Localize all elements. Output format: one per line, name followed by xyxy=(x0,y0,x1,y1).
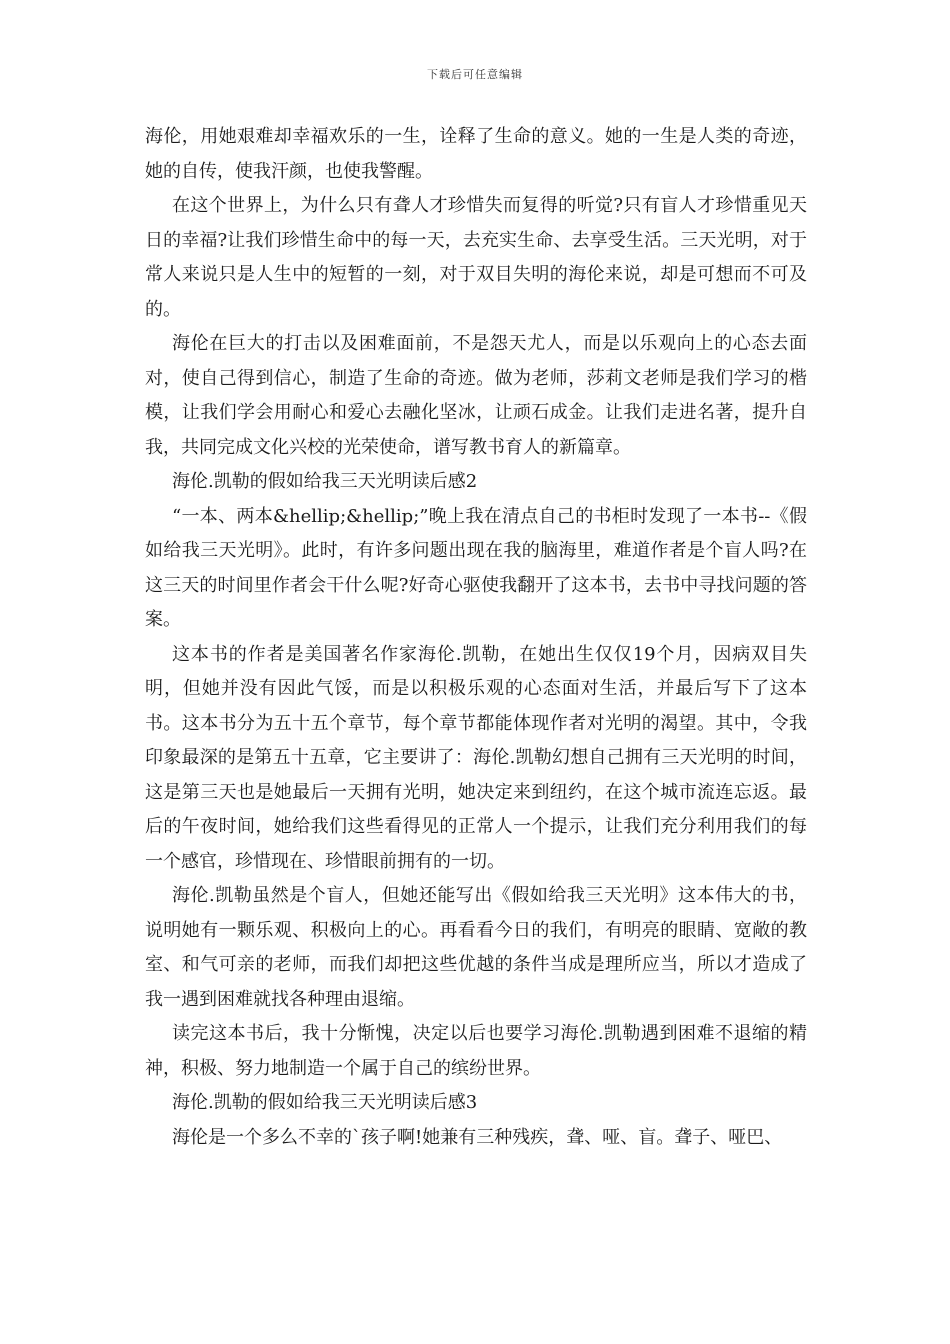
paragraph: 海伦，用她艰难却幸福欢乐的一生，诠释了生命的意义。她的一生是人类的奇迹，她的自传，使我汗颜，也使我警醒。 xyxy=(145,126,807,182)
document-body xyxy=(145,120,807,1155)
section-title: 海伦.凯勒的假如给我三天光明读后感3 xyxy=(172,1092,478,1113)
paragraph: 读完这本书后，我十分惭愧，决定以后也要学习海伦.凯勒遇到困难不退缩的精神，积极、努力地制造一个属于自己的缤纷世界。 xyxy=(145,1023,807,1079)
paragraph: 这本书的作者是美国著名作家海伦.凯勒，在她出生仅仅19个月，因病双目失明，但她并没有因此气馁，而是以积极乐观的心态面对生活，并最后写下了这本书。这本书分为五十五个章节，每个章节都能体现作者对光明的渴望。其中，令我印象最深的是第五十五章，它主要讲了：海伦.凯勒幻想自己拥有三天光明的时间，这是第三天也是她最后一天拥有光明，她决定来到纽约，在这个城市流连忘返。最后的午夜时间，她给我们这些看得见的正常人一个提示，让我们充分利用我们的每一个感官，珍惜现在、珍惜眼前拥有的一切。 xyxy=(145,643,807,872)
page-header: 下载后可任意编辑 xyxy=(427,68,523,81)
paragraph: “一本、两本&hellip;&hellip;”晚上我在清点自己的书柜时发现了一本书--《假如给我三天光明》。此时，有许多问题出现在我的脑海里，难道作者是个盲人吗?在这三天的时间里作者会干什么呢?好奇心驱使我翻开了这本书，去书中寻找问题的答案。 xyxy=(145,505,807,630)
section-title: 海伦.凯勒的假如给我三天光明读后感2 xyxy=(172,471,478,492)
paragraph: 海伦是一个多么不幸的`孩子啊!她兼有三种残疾，聋、哑、盲。聋子、哑巴、 xyxy=(172,1126,783,1148)
paragraph: 在这个世界上，为什么只有聋人才珍惜失而复得的听觉?只有盲人才珍惜重见天日的幸福?让我们珍惜生命中的每一天，去充实生命、去享受生活。三天光明，对于常人来说只是人生中的短暂的一刻，对于双目失明的海伦来说，却是可想而不可及的。 xyxy=(145,195,807,320)
paragraph: 海伦在巨大的打击以及困难面前，不是怨天尤人，而是以乐观向上的心态去面对，使自己得到信心，制造了生命的奇迹。做为老师，莎莉文老师是我们学习的楷模，让我们学会用耐心和爱心去融化坚冰，让顽石成金。让我们走进名著，提升自我，共同完成文化兴校的光荣使命，谱写教书育人的新篇章。 xyxy=(145,333,807,458)
paragraph: 海伦.凯勒虽然是个盲人，但她还能写出《假如给我三天光明》这本伟大的书，说明她有一颗乐观、积极向上的心。再看看今日的我们，有明亮的眼睛、宽敞的教室、和气可亲的老师，而我们却把这些优越的条件当成是理所应当，所以才造成了我一遇到困难就找各种理由退缩。 xyxy=(145,885,807,1010)
